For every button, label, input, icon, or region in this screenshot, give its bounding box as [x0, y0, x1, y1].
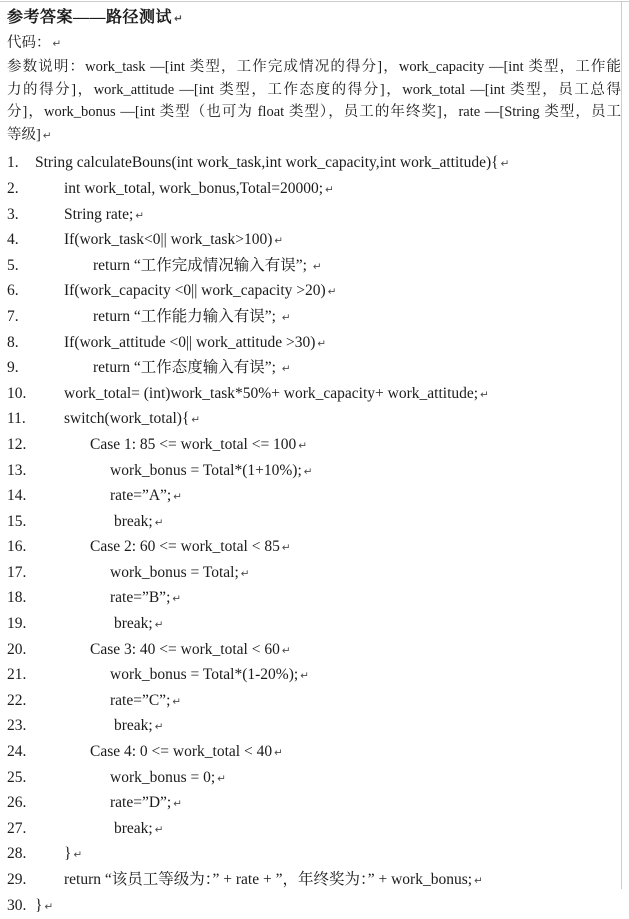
line-number: 16.: [7, 538, 27, 556]
line-number: 11.: [7, 410, 26, 428]
code-text: If(work_capacity <0|| work_capacity >20): [64, 282, 326, 300]
paragraph-mark-icon: ↵: [300, 670, 309, 683]
line-number: 28.: [7, 845, 27, 863]
paragraph-mark-icon: ↵: [274, 747, 283, 760]
paragraph-mark-icon: ↵: [173, 491, 183, 504]
code-text: return “工作能力输入有误”;: [93, 307, 280, 325]
paragraph-mark-icon: ↵: [172, 695, 182, 708]
code-line: [7, 228, 622, 254]
line-number: 12.: [7, 435, 27, 453]
line-number: 29.: [7, 871, 27, 888]
line-number: 23.: [7, 717, 27, 735]
paragraph-mark-icon: ↵: [135, 209, 145, 222]
code-line: [7, 791, 622, 817]
paragraph-mark-icon: ↵: [274, 235, 284, 248]
code-line: [7, 894, 622, 919]
code-text: return “工作完成情况输入有误”;: [93, 256, 311, 274]
line-number: 7.: [7, 307, 19, 325]
line-number: 17.: [7, 563, 27, 581]
line-number: 22.: [7, 691, 27, 709]
line-number: 2.: [7, 179, 19, 197]
code-line: [7, 868, 622, 894]
code-line: [7, 433, 622, 459]
paragraph-mark-icon: ↵: [154, 619, 164, 632]
code-text: rate=”B”;: [110, 589, 171, 607]
code-line: [7, 382, 622, 408]
code-line: [7, 459, 622, 485]
code-text: rate=”A”;: [110, 487, 172, 505]
line-number: 25.: [7, 768, 27, 786]
code-line: [7, 561, 622, 587]
code-line: [7, 510, 622, 536]
parameter-description: [7, 56, 621, 147]
code-line: [7, 177, 622, 203]
paragraph-mark-icon: ↵: [52, 38, 62, 50]
code-text: work_bonus = 0;: [110, 768, 216, 786]
code-line: [7, 407, 622, 433]
code-text: If(work_task<0|| work_task>100): [64, 231, 273, 249]
line-number: 9.: [7, 359, 19, 377]
paragraph-mark-icon: ↵: [303, 465, 313, 478]
code-line: [7, 817, 622, 843]
code-text: work_bonus = Total*(1+10%);: [110, 461, 302, 479]
paragraph-mark-icon: ↵: [172, 593, 182, 606]
code-text: work_bonus = Total*(1-20%);: [110, 666, 299, 684]
paragraph-mark-icon: ↵: [281, 542, 291, 555]
code-text: Case 2: 60 <= work_total < 85: [90, 538, 280, 556]
paragraph-mark-icon: ↵: [325, 183, 334, 196]
line-number: 5.: [7, 256, 19, 274]
code-line: [7, 356, 622, 382]
line-number: 19.: [7, 615, 27, 633]
paragraph-line: 力的得分]，work_attitude —[int 类型，工作态度的得分]，work_total —[int 类型，员工总得: [7, 81, 621, 98]
paragraph-mark-icon: ↵: [327, 286, 337, 299]
code-text: rate=”C”;: [110, 691, 171, 709]
paragraph-mark-icon: ↵: [154, 823, 164, 836]
line-number: 4.: [7, 231, 19, 249]
paragraph-mark-icon: ↵: [154, 721, 164, 734]
line-number: 15.: [7, 512, 27, 530]
line-number: 20.: [7, 640, 27, 658]
code-text: work_bonus = Total;: [110, 563, 239, 581]
code-text: break;: [114, 717, 153, 735]
code-line: [7, 740, 622, 766]
line-number: 26.: [7, 794, 27, 812]
code-line: [7, 151, 622, 177]
line-number: 30.: [7, 896, 27, 914]
page-title: [7, 5, 622, 32]
code-line: [7, 254, 622, 280]
code-text: break;: [114, 819, 153, 837]
page-title-text: 参考答案——路径测试: [7, 9, 173, 26]
paragraph-mark-icon: ↵: [281, 311, 291, 324]
code-text: return “工作态度输入有误”;: [93, 359, 280, 377]
code-line: [7, 766, 622, 792]
code-block: [7, 151, 622, 919]
code-line: [7, 331, 622, 357]
code-text: String rate;: [64, 205, 134, 223]
paragraph-mark-icon: ↵: [500, 158, 510, 171]
paragraph-mark-icon: ↵: [317, 337, 327, 350]
paragraph-mark-icon: ↵: [42, 129, 52, 142]
code-line: [7, 484, 622, 510]
paragraph-mark-icon: ↵: [173, 798, 183, 811]
paragraph-mark-icon: ↵: [154, 516, 164, 529]
code-text: switch(work_total){: [64, 410, 190, 428]
paragraph-mark-icon: ↵: [298, 439, 308, 452]
paragraph-line-text: 等级]: [7, 126, 41, 143]
code-text: int work_total, work_bonus,Total=20000;: [64, 179, 324, 197]
paragraph-mark-icon: ↵: [240, 567, 250, 580]
paragraph-line: 参数说明：work_task —[int 类型，工作完成情况的得分]，work_capacity —[int 类型，工作能: [7, 59, 621, 75]
code-line: [7, 842, 622, 868]
code-text: Case 1: 85 <= work_total <= 100: [90, 435, 297, 453]
paragraph-mark-icon: ↵: [281, 644, 291, 657]
code-text: break;: [114, 512, 153, 530]
code-line: [7, 714, 622, 740]
paragraph-line: [7, 124, 621, 148]
code-text: rate=”D”;: [110, 794, 172, 812]
line-number: 8.: [7, 333, 19, 351]
code-section-label: [7, 32, 622, 56]
code-line: [7, 689, 622, 715]
code-line: [7, 638, 622, 664]
code-text: If(work_attitude <0|| work_attitude >30): [64, 333, 316, 351]
line-number: 3.: [7, 205, 19, 223]
line-number: 6.: [7, 282, 19, 300]
code-line: [7, 203, 622, 229]
code-text: String calculateBouns(int work_task,int work_capacity,int work_attitude){: [35, 154, 499, 172]
code-line: [7, 279, 622, 305]
code-text: Case 4: 0 <= work_total < 40: [90, 743, 273, 761]
paragraph-mark-icon: ↵: [480, 388, 489, 401]
code-text: break;: [114, 615, 153, 633]
code-text: return “该员工等级为：” + rate + ”，年终奖为：” + work_bonus;: [64, 871, 473, 888]
line-number: 27.: [7, 819, 27, 837]
paragraph-line: 分]，work_bonus —[int 类型（也可为 float 类型），员工的年终奖]，rate —[String 类型，员工: [7, 104, 621, 121]
paragraph-mark-icon: ↵: [73, 849, 83, 862]
code-line: [7, 586, 622, 612]
paragraph-mark-icon: ↵: [474, 875, 483, 887]
line-number: 14.: [7, 487, 27, 505]
code-line: [7, 305, 622, 331]
line-number: 24.: [7, 743, 27, 761]
code-text: work_total= (int)work_task*50%+ work_capacity+ work_attitude;: [64, 384, 479, 402]
paragraph-mark-icon: ↵: [217, 772, 226, 785]
paragraph-mark-icon: ↵: [191, 414, 201, 427]
line-number: 18.: [7, 589, 27, 607]
line-number: 1.: [7, 154, 19, 172]
code-text: }: [64, 845, 72, 863]
paragraph-mark-icon: ↵: [281, 363, 291, 376]
code-line: [7, 535, 622, 561]
line-number: 13.: [7, 461, 27, 479]
paragraph-mark-icon: ↵: [174, 13, 184, 25]
line-number: 10.: [7, 384, 27, 402]
code-text: Case 3: 40 <= work_total < 60: [90, 640, 280, 658]
code-line: [7, 663, 622, 689]
page-border-top: [0, 1, 629, 2]
code-line: [7, 612, 622, 638]
code-section-label-text: 代码：: [7, 35, 51, 51]
line-number: 21.: [7, 666, 27, 684]
paragraph-mark-icon: ↵: [44, 900, 54, 913]
code-text: }: [35, 896, 43, 914]
paragraph-mark-icon: ↵: [312, 260, 322, 273]
